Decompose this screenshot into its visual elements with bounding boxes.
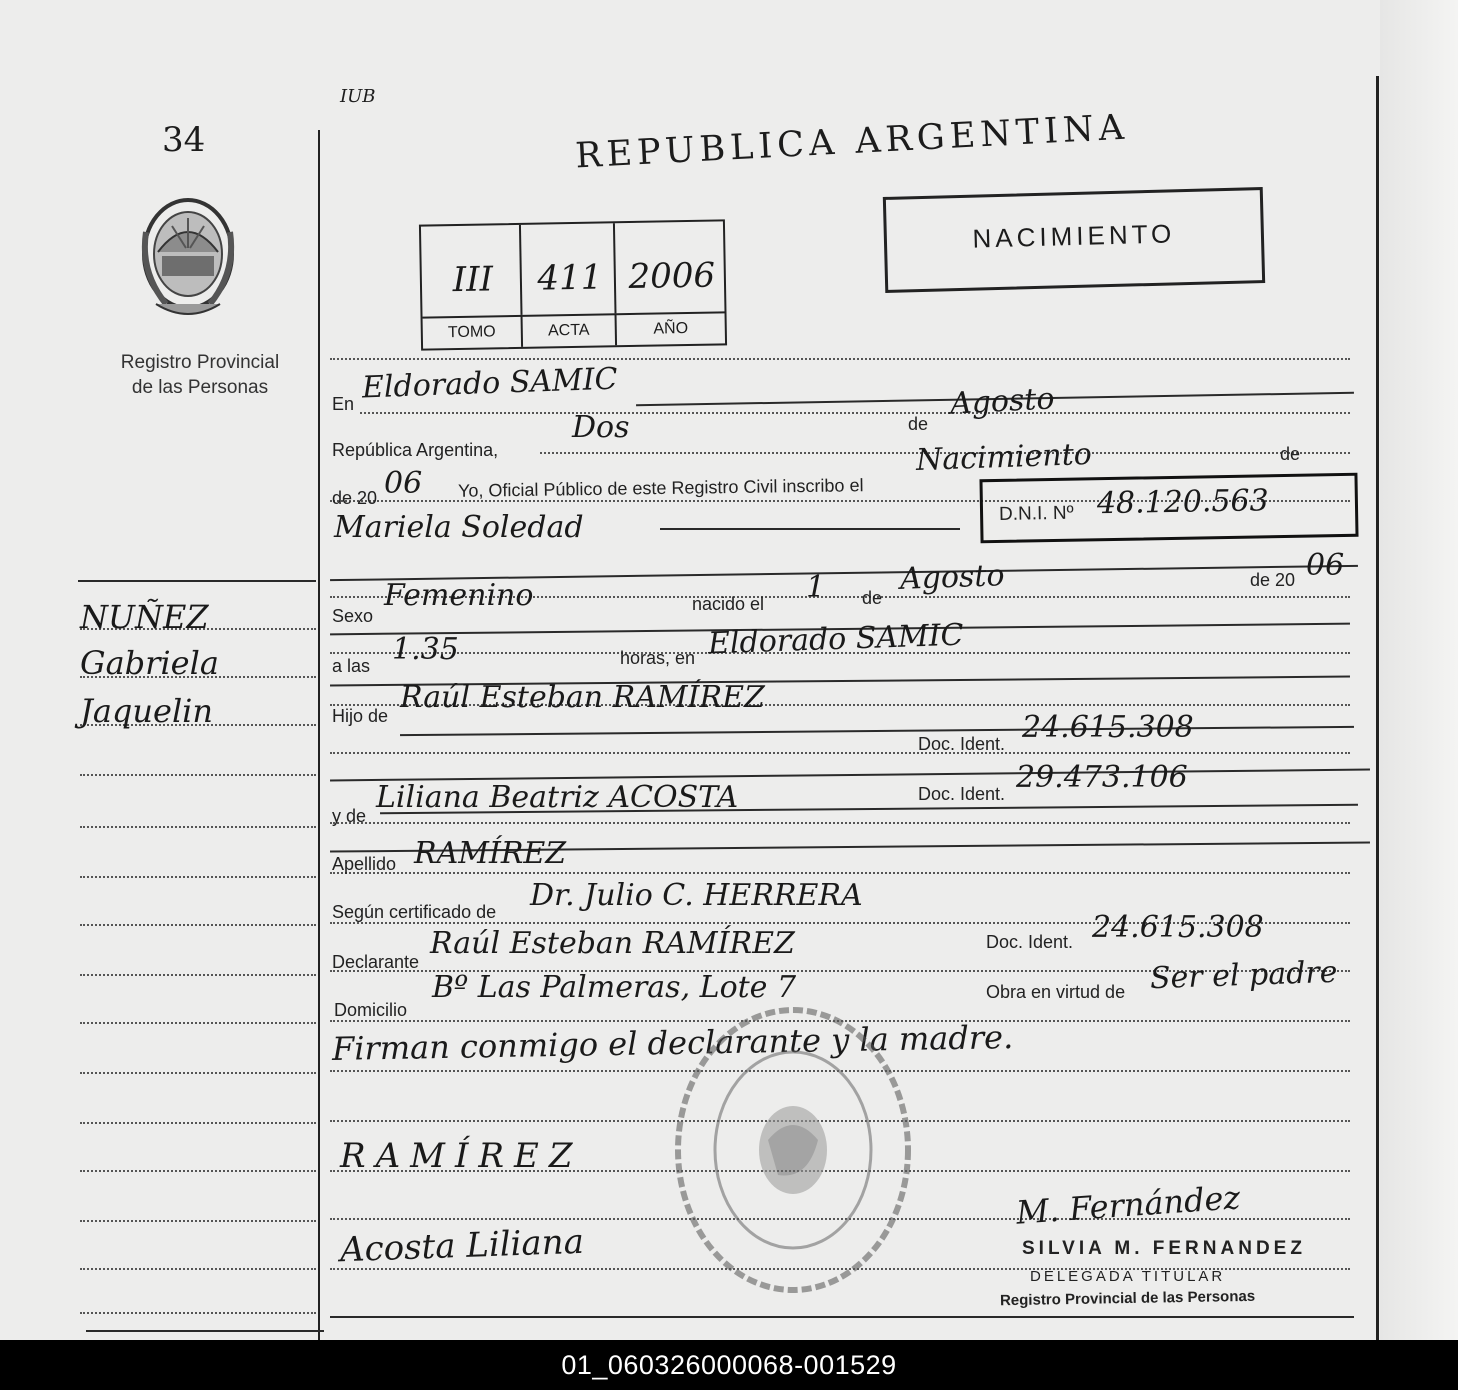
doc-ident-label-3: Doc. Ident.	[986, 932, 1074, 952]
image-identifier: 01_060326000068-001529	[561, 1349, 897, 1380]
apellido-value: RAMÍREZ	[414, 836, 567, 871]
segun-certificado-label: Según certificado de	[332, 902, 497, 922]
father-doc-value: 24.615.308	[1022, 710, 1194, 745]
country-heading: REPUBLICA ARGENTINA	[574, 107, 1130, 177]
birth-month-value: Agosto	[899, 558, 1006, 597]
margin-dotted-line	[80, 1170, 316, 1172]
mother-name-value: Liliana Beatriz ACOSTA	[376, 780, 739, 815]
margin-dotted-line	[80, 826, 316, 828]
tomo-value: III	[452, 259, 494, 301]
record-kind-value: Nacimiento	[915, 436, 1093, 479]
margin-dotted-line	[80, 1022, 316, 1024]
apellido-label: Apellido	[332, 854, 397, 874]
anio-value: 2006	[628, 255, 716, 298]
registered-name-value: Mariela Soledad	[334, 510, 584, 545]
margin-dotted-line	[80, 1072, 316, 1074]
month-value: Agosto	[949, 381, 1056, 422]
margin-dotted-line	[80, 1220, 316, 1222]
page-edge	[1380, 0, 1458, 1340]
dni-label: D.N.I. Nº	[998, 502, 1074, 525]
y-de-label: y de	[332, 806, 367, 826]
official-title: DELEGADA TITULAR	[1030, 1268, 1226, 1285]
en-value: Eldorado SAMIC	[361, 361, 619, 406]
image-caption-bar	[0, 1340, 1458, 1390]
horas-en-label: horas, en	[620, 648, 696, 668]
body-line	[330, 752, 1350, 754]
body-line	[330, 358, 1350, 360]
registry-name	[100, 350, 300, 400]
de-label-1: de	[908, 414, 929, 434]
closing-statement: Firman conmigo el declarante y la madre.	[331, 1018, 1014, 1068]
birth-year-prefix-label: de 20	[1250, 570, 1296, 590]
officer-statement-label: Yo, Oficial Público de este Registro Civil inscribo el	[457, 475, 864, 501]
provincial-seal-logo	[136, 192, 240, 326]
registry-name-line1: Registro Provincial	[120, 352, 280, 373]
official-stamp	[668, 1000, 918, 1300]
year-prefix-label: de 20	[332, 488, 378, 508]
republica-label: República Argentina,	[332, 440, 499, 460]
anio-cell	[615, 221, 725, 313]
margin-rule-bottom	[86, 1330, 324, 1332]
margin-second-name: Jaquelin	[80, 692, 214, 730]
official-organization: Registro Provincial de las Personas	[999, 1287, 1256, 1310]
body-line	[330, 1316, 1354, 1318]
father-name-value: Raúl Esteban RAMÍREZ	[400, 680, 765, 715]
acta-label: ACTA	[523, 313, 618, 347]
record-type-box	[883, 187, 1265, 293]
mother-doc-value: 29.473.106	[1016, 760, 1188, 795]
body-line	[360, 412, 1350, 414]
right-border-rule	[1376, 76, 1379, 1340]
margin-surname: NUÑEZ	[80, 598, 209, 636]
margin-dotted-line	[80, 1122, 316, 1124]
signature-official: M. Fernández	[1014, 1178, 1242, 1232]
en-label: En	[332, 394, 355, 414]
margin-dotted-line	[80, 974, 316, 976]
a-las-label: a las	[332, 656, 371, 676]
domicilio-value: Bº Las Palmeras, Lote 7	[432, 970, 797, 1005]
hijo-de-label: Hijo de	[332, 706, 389, 726]
de-label-3: de	[862, 588, 883, 608]
day-in-words-value: Dos	[572, 410, 630, 445]
doc-ident-label-2: Doc. Ident.	[918, 784, 1006, 804]
birth-time-value: 1.35	[392, 632, 459, 667]
declarante-label: Declarante	[332, 952, 420, 972]
sexo-value: Femenino	[384, 578, 534, 613]
de-label-2: de	[1280, 444, 1301, 464]
body-line	[330, 822, 1350, 824]
margin-dotted-line	[80, 1312, 316, 1314]
birth-place-value: Eldorado SAMIC	[707, 617, 965, 662]
sexo-label: Sexo	[332, 606, 374, 626]
tomo-label: TOMO	[423, 315, 524, 349]
body-line	[660, 528, 960, 530]
registry-name-line2: de las Personas	[131, 377, 269, 398]
declarante-doc-value: 24.615.308	[1092, 910, 1264, 945]
left-margin-rule	[318, 130, 320, 1340]
margin-dotted-line	[80, 876, 316, 878]
body-line	[330, 872, 1350, 874]
body-line	[400, 726, 1354, 736]
year-suffix-value: 06	[384, 466, 423, 501]
dni-box	[979, 473, 1358, 544]
signature-mother: Acosta Liliana	[339, 1221, 585, 1271]
acta-cell	[521, 223, 617, 315]
margin-dotted-line	[80, 1268, 316, 1270]
obra-en-virtud-value: Ser el padre	[1149, 954, 1339, 997]
record-reference-table	[419, 219, 727, 350]
acta-value: 411	[537, 257, 603, 299]
folio-number: 34	[162, 120, 206, 160]
dni-value: 48.120.563	[1096, 483, 1269, 522]
margin-rule-top	[78, 580, 316, 582]
anio-label: AÑO	[616, 311, 725, 345]
margin-dotted-line	[80, 924, 316, 926]
obra-en-virtud-label: Obra en virtud de	[986, 982, 1126, 1002]
record-type-label: NACIMIENTO	[972, 218, 1176, 254]
domicilio-label: Domicilio	[334, 1000, 408, 1020]
nacido-el-label: nacido el	[692, 594, 765, 614]
margin-first-name: Gabriela	[80, 644, 219, 682]
official-name: SILVIA M. FERNANDEZ	[1022, 1238, 1306, 1259]
doc-ident-label-1: Doc. Ident.	[918, 734, 1006, 754]
tomo-cell	[421, 225, 523, 317]
certifying-doctor-value: Dr. Julio C. HERRERA	[530, 878, 863, 913]
birth-year-suffix-value: 06	[1306, 548, 1345, 583]
declarante-value: Raúl Esteban RAMÍREZ	[430, 926, 795, 961]
birth-day-value: 1	[806, 570, 826, 605]
signature-declarant: RAMÍREZ	[340, 1136, 583, 1176]
corner-note: IUB	[340, 86, 376, 107]
margin-dotted-line	[80, 774, 316, 776]
